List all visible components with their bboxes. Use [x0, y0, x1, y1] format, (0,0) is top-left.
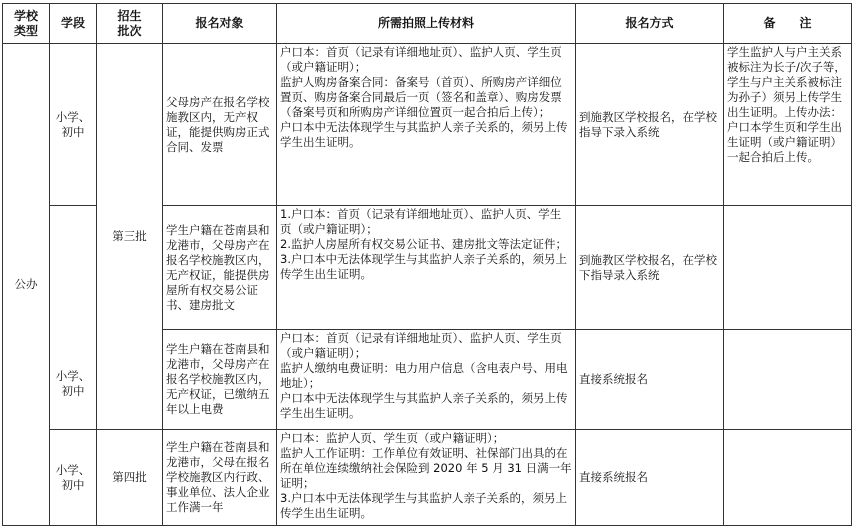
method-cell: 直接系统报名	[576, 430, 724, 526]
batch-cell-fourth: 第四批	[97, 430, 163, 526]
header-school-type: 学校 类型	[3, 4, 50, 44]
table-row	[3, 44, 852, 206]
header-method: 报名方式	[576, 4, 724, 44]
target-cell: 学生户籍在苍南县和龙港市，父母房产在报名学校施教区内，无产权证，已缴纳五年以上电费	[163, 330, 277, 430]
stage-cell: 小学、 初中	[50, 206, 97, 430]
header-remarks: 备 注	[724, 4, 852, 44]
materials-cell: 户口本：监护人页、学生页（或户籍证明）； 监护人工作证明：工作单位有效证明、社保部门出具的在所在单位连续缴纳社会保险到 2020 年 5 月 31 日满一年证明； 3.户口本中无法体现学生与其监护人亲子关系的，须另上传学生出生证明。	[277, 430, 576, 526]
remarks-cell	[724, 206, 852, 330]
materials-cell: 1.户口本：首页（记录有详细地址页）、监护人页、学生页（或户籍证明）； 2.监护人房屋所有权交易公证书、建房批文等法定证件； 3.户口本中无法体现学生与其监护人亲子关系的，须另上传学生出生证明。	[277, 206, 576, 330]
target-cell: 学生户籍在苍南县和龙港市，父母房产在报名学校施教区内，无产权证，能提供房屋所有权交易公证书、建房批文	[163, 206, 277, 330]
target-cell: 父母房产在报名学校施教区内，无产权证，能提供购房正式合同、发票	[163, 44, 277, 206]
school-type-cell: 公办	[3, 44, 50, 526]
materials-cell: 户口本：首页（记录有详细地址页）、监护人页、学生页（或户籍证明）； 监护人缴纳电费证明：电力用户信息（含电表户号、用电地址）； 户口本中无法体现学生与其监护人亲子关系的，须另上传学生出生证明。	[277, 330, 576, 430]
batch-cell-third: 第三批	[97, 44, 163, 430]
remarks-cell: 学生监护人与户主关系被标注为长子/次子等，学生与户主关系被标注为孙子）须另上传学生出生证明。上传办法：户口本学生页和学生出生证明（或户籍证明）一起合拍后上传。	[724, 44, 852, 206]
materials-cell: 户口本：首页（记录有详细地址页）、监护人页、学生页（或户籍证明）； 监护人购房备案合同：备案号（首页）、所购房产详细位置页、购房备案合同最后一页（签名和盖章）、购房发票（备案号页和所购房产详细位置页一起合拍后上传）； 户口本中无法体现学生与其监护人亲子关系的，须另上传学生出生证明。	[277, 44, 576, 206]
remarks-cell	[724, 430, 852, 526]
target-cell: 学生户籍在苍南县和龙港市，父母在报名学校施教区内行政、事业单位、法人企业工作满一年	[163, 430, 277, 526]
header-target: 报名对象	[163, 4, 277, 44]
enrollment-table	[2, 3, 852, 526]
table-row	[3, 430, 852, 526]
method-cell: 到施教区学校报名，在学校下指导录入系统	[576, 206, 724, 330]
stage-cell: 小学、 初中	[50, 430, 97, 526]
method-cell: 到施教区学校报名，在学校指导下录入系统	[576, 44, 724, 206]
header-row	[3, 4, 852, 44]
method-cell: 直接系统报名	[576, 330, 724, 430]
header-stage: 学段	[50, 4, 97, 44]
stage-cell: 小学、 初中	[50, 44, 97, 206]
header-batch: 招生 批次	[97, 4, 163, 44]
header-materials: 所需拍照上传材料	[277, 4, 576, 44]
remarks-cell	[724, 330, 852, 430]
